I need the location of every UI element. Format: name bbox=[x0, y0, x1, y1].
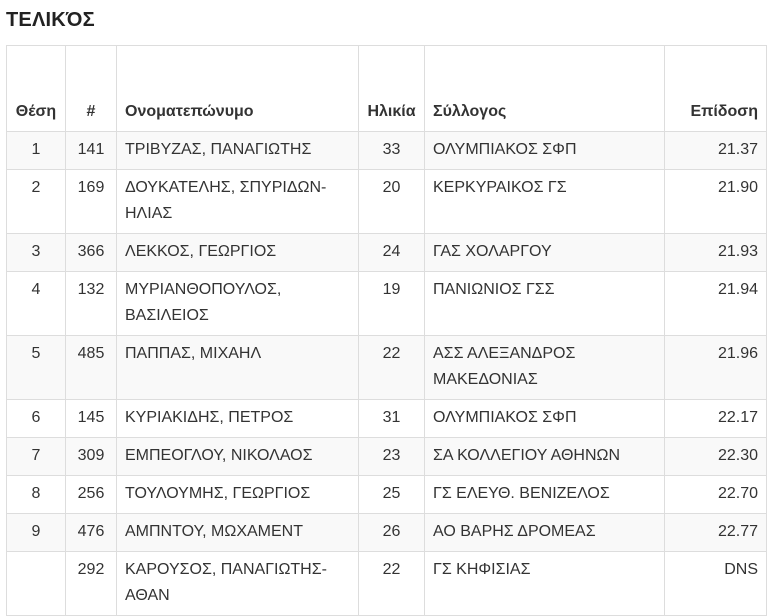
cell-name: ΕΜΠΕΟΓΛΟΥ, ΝΙΚΟΛΑΟΣ bbox=[117, 438, 359, 476]
cell-age: 19 bbox=[359, 272, 425, 336]
cell-result: DNS bbox=[665, 552, 767, 616]
cell-bib: 132 bbox=[66, 272, 117, 336]
cell-name: ΛΕΚΚΟΣ, ΓΕΩΡΓΙΟΣ bbox=[117, 234, 359, 272]
cell-club: ΠΑΝΙΩΝΙΟΣ ΓΣΣ bbox=[425, 272, 665, 336]
cell-club: ΑΟ ΒΑΡΗΣ ΔΡΟΜΕΑΣ bbox=[425, 514, 665, 552]
cell-age: 20 bbox=[359, 170, 425, 234]
table-row bbox=[7, 170, 767, 234]
cell-result: 22.17 bbox=[665, 400, 767, 438]
table-row bbox=[7, 400, 767, 438]
cell-age: 33 bbox=[359, 132, 425, 170]
cell-result: 21.96 bbox=[665, 336, 767, 400]
table-row bbox=[7, 272, 767, 336]
cell-name: ΤΡΙΒΥΖΑΣ, ΠΑΝΑΓΙΩΤΗΣ bbox=[117, 132, 359, 170]
cell-result: 21.93 bbox=[665, 234, 767, 272]
cell-position: 3 bbox=[7, 234, 66, 272]
cell-age: 24 bbox=[359, 234, 425, 272]
cell-bib: 145 bbox=[66, 400, 117, 438]
cell-age: 22 bbox=[359, 336, 425, 400]
cell-result: 22.70 bbox=[665, 476, 767, 514]
cell-bib: 141 bbox=[66, 132, 117, 170]
cell-position: 8 bbox=[7, 476, 66, 514]
cell-club: ΚΕΡΚΥΡΑΙΚΟΣ ΓΣ bbox=[425, 170, 665, 234]
table-row bbox=[7, 476, 767, 514]
cell-result: 21.90 bbox=[665, 170, 767, 234]
header-age[interactable]: Ηλικία bbox=[359, 46, 425, 132]
cell-age: 26 bbox=[359, 514, 425, 552]
cell-result: 22.77 bbox=[665, 514, 767, 552]
cell-club: ΓΣ ΚΗΦΙΣΙΑΣ bbox=[425, 552, 665, 616]
table-row bbox=[7, 514, 767, 552]
cell-club: ΑΣΣ ΑΛΕΞΑΝΔΡΟΣ ΜΑΚΕΔΟΝΙΑΣ bbox=[425, 336, 665, 400]
cell-name: ΚΥΡΙΑΚΙΔΗΣ, ΠΕΤΡΟΣ bbox=[117, 400, 359, 438]
cell-bib: 169 bbox=[66, 170, 117, 234]
table-row bbox=[7, 132, 767, 170]
cell-club: ΓΣ ΕΛΕΥΘ. ΒΕΝΙΖΕΛΟΣ bbox=[425, 476, 665, 514]
cell-bib: 309 bbox=[66, 438, 117, 476]
cell-result: 21.37 bbox=[665, 132, 767, 170]
cell-bib: 476 bbox=[66, 514, 117, 552]
cell-name: ΑΜΠΝΤΟΥ, ΜΩΧΑΜΕΝΤ bbox=[117, 514, 359, 552]
header-bib[interactable]: # bbox=[66, 46, 117, 132]
page-title: ΤΕΛΙΚΌΣ bbox=[6, 9, 95, 31]
table-row bbox=[7, 438, 767, 476]
cell-age: 25 bbox=[359, 476, 425, 514]
table-header-row bbox=[7, 46, 767, 132]
cell-bib: 292 bbox=[66, 552, 117, 616]
cell-result: 22.30 bbox=[665, 438, 767, 476]
cell-position: 1 bbox=[7, 132, 66, 170]
cell-age: 31 bbox=[359, 400, 425, 438]
cell-name: ΚΑΡΟΥΣΟΣ, ΠΑΝΑΓΙΩΤΗΣ-ΑΘΑΝ bbox=[117, 552, 359, 616]
cell-bib: 485 bbox=[66, 336, 117, 400]
cell-age: 22 bbox=[359, 552, 425, 616]
cell-result: 21.94 bbox=[665, 272, 767, 336]
header-name[interactable]: Ονοματεπώνυμο bbox=[117, 46, 359, 132]
cell-name: ΜΥΡΙΑΝΘΟΠΟΥΛΟΣ, ΒΑΣΙΛΕΙΟΣ bbox=[117, 272, 359, 336]
cell-position: 5 bbox=[7, 336, 66, 400]
table-row bbox=[7, 552, 767, 616]
cell-bib: 366 bbox=[66, 234, 117, 272]
cell-club: ΣΑ ΚΟΛΛΕΓΙΟΥ ΑΘΗΝΩΝ bbox=[425, 438, 665, 476]
table-row bbox=[7, 234, 767, 272]
cell-name: ΤΟΥΛΟΥΜΗΣ, ΓΕΩΡΓΙΟΣ bbox=[117, 476, 359, 514]
header-club[interactable]: Σύλλογος bbox=[425, 46, 665, 132]
header-result[interactable]: Επίδοση bbox=[665, 46, 767, 132]
cell-position: 4 bbox=[7, 272, 66, 336]
cell-age: 23 bbox=[359, 438, 425, 476]
cell-club: ΓΑΣ ΧΟΛΑΡΓΟΥ bbox=[425, 234, 665, 272]
cell-club: ΟΛΥΜΠΙΑΚΟΣ ΣΦΠ bbox=[425, 400, 665, 438]
cell-bib: 256 bbox=[66, 476, 117, 514]
cell-position: 2 bbox=[7, 170, 66, 234]
results-table bbox=[6, 45, 767, 616]
cell-club: ΟΛΥΜΠΙΑΚΟΣ ΣΦΠ bbox=[425, 132, 665, 170]
table-row bbox=[7, 336, 767, 400]
cell-position: 9 bbox=[7, 514, 66, 552]
cell-name: ΠΑΠΠΑΣ, ΜΙΧΑΗΛ bbox=[117, 336, 359, 400]
cell-position: 7 bbox=[7, 438, 66, 476]
header-position[interactable]: Θέση bbox=[7, 46, 66, 132]
cell-name: ΔΟΥΚΑΤΕΛΗΣ, ΣΠΥΡΙΔΩΝ-ΗΛΙΑΣ bbox=[117, 170, 359, 234]
cell-position: 6 bbox=[7, 400, 66, 438]
cell-position bbox=[7, 552, 66, 616]
